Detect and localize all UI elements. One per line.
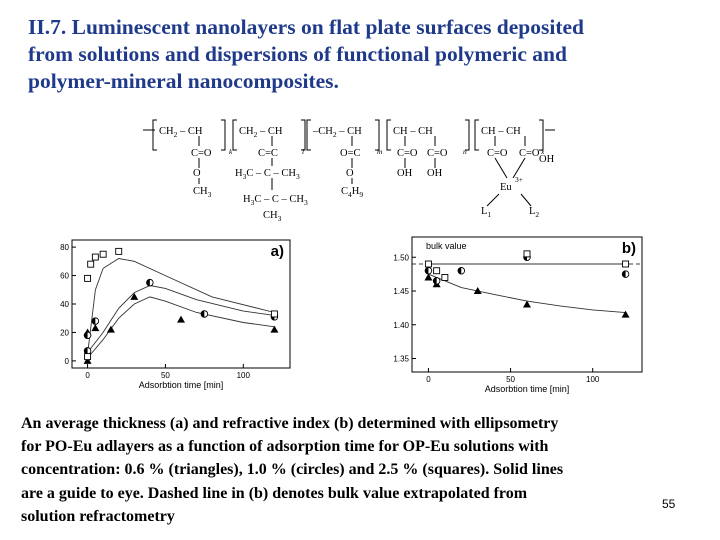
svg-text:m: m (377, 147, 383, 156)
bulk-value-annotation: bulk value (426, 241, 467, 251)
svg-text:l: l (302, 147, 305, 156)
svg-text:H3C – C – CH3: $H_3C$ – C – $CH_3$ (243, 194, 308, 207)
triangle-point (424, 274, 432, 281)
svg-text:CH2 – CH: $CH_2$ – CH (239, 126, 283, 139)
page-number: 55 (662, 497, 676, 511)
x-tick-label: 0 (426, 375, 431, 384)
y-tick-label: 1.35 (393, 354, 409, 364)
triangle-point (91, 324, 99, 331)
svg-text:3+: 3+ (515, 175, 523, 184)
svg-text:L1: $L_1$ (481, 206, 492, 219)
svg-text:CH – CH: CH – CH (393, 126, 433, 137)
triangle-point (107, 326, 115, 333)
square-point (88, 261, 94, 267)
y-tick-label: 60 (60, 271, 69, 281)
x-tick-label: 50 (506, 375, 516, 384)
square-point (524, 251, 530, 257)
x-tick-label: 100 (586, 375, 600, 384)
panel-label: b) (621, 240, 636, 257)
svg-text:x: x (541, 147, 545, 156)
svg-text:O: O (193, 168, 201, 179)
caption-line: solution refractometry (21, 507, 175, 525)
x-tick-label: 0 (85, 371, 90, 380)
svg-text:C=O: C=O (191, 148, 212, 159)
polymer-structure-diagram (135, 112, 565, 230)
title-line: from solutions and dispersions of functional polymeric and (28, 42, 567, 66)
caption-line: concentration: 0.6 % (triangles), 1.0 % (circles) and 2.5 % (squares). Solid lines (21, 461, 564, 479)
title-line: II.7. Luminescent nanolayers on flat plate surfaces deposited (28, 15, 585, 39)
title-line: polymer-mineral nanocomposites. (28, 69, 339, 93)
svg-text:OH: OH (397, 168, 413, 179)
svg-text:OH: OH (427, 168, 443, 179)
caption-line: for PO-Eu adlayers as a function of adsorption time for OP-Eu solutions with (21, 438, 549, 456)
x-tick-label: 50 (160, 371, 170, 380)
slide-title (28, 14, 708, 95)
svg-text:CH3: $CH_3$ (263, 210, 282, 223)
svg-text:C4H9: $C_4H_9$ (341, 186, 364, 199)
x-tick-label: 100 (236, 371, 250, 380)
y-tick-label: 1.45 (393, 287, 409, 296)
svg-text:k: k (229, 147, 233, 156)
svg-text:C=O: C=O (427, 148, 448, 159)
svg-text:C=C: C=C (258, 148, 278, 159)
square-point (623, 261, 629, 267)
guide-curve (88, 297, 275, 358)
svg-text:–CH2 – CH: $-CH_2$ – CH (313, 126, 362, 139)
panel-label: a) (270, 243, 284, 260)
triangle-point (177, 316, 185, 323)
x-axis-label: Adsorbtion time [min] (484, 384, 570, 394)
y-tick-label: 20 (60, 328, 69, 338)
triangle-point (130, 293, 138, 300)
svg-text:L2: $L_2$ (529, 206, 540, 219)
triangle-point (622, 311, 630, 318)
square-point (434, 268, 440, 274)
caption-line: are a guide to eye. Dashed line in (b) denotes bulk value extrapolated from (21, 484, 528, 502)
caption-line: An average thickness (a) and refractive index (b) determined with ellipsometry (21, 415, 559, 432)
square-point (85, 354, 91, 360)
square-point (85, 275, 91, 281)
square-point (116, 248, 122, 254)
square-point (100, 251, 106, 257)
svg-text:OH: OH (539, 154, 555, 165)
y-tick-label: 80 (60, 243, 69, 253)
square-point (425, 261, 431, 267)
svg-text:C=O: C=O (397, 148, 418, 159)
y-tick-label: 0 (64, 356, 69, 366)
svg-text:CH – CH: CH – CH (481, 126, 521, 137)
svg-text:H3C – C – CH3: $H_3C$ – C – $CH_3$ (235, 168, 300, 181)
refractive-index-chart (372, 232, 652, 408)
square-point (442, 275, 448, 281)
x-axis-label: Adsorbtion time [min] (138, 380, 224, 390)
svg-text:CH2 – CH: $CH_2$ – CH (159, 126, 203, 139)
y-tick-label: 1.40 (393, 320, 409, 330)
figure-caption (21, 412, 720, 528)
y-tick-label: 40 (60, 300, 69, 309)
svg-text:C=O: C=O (487, 148, 508, 159)
plot-frame (72, 240, 290, 368)
svg-text:C=O: C=O (519, 148, 540, 159)
y-tick-label: 1.50 (393, 253, 409, 263)
guide-curve (88, 259, 275, 354)
svg-text:O: O (346, 168, 354, 179)
square-point (92, 254, 98, 260)
svg-text:n: n (463, 147, 467, 156)
svg-text:Eu: Eu (500, 182, 512, 193)
svg-text:O=C: O=C (340, 148, 361, 159)
thickness-chart (40, 232, 300, 408)
svg-text:CH3: $CH_3$ (193, 186, 212, 199)
square-point (271, 311, 277, 317)
